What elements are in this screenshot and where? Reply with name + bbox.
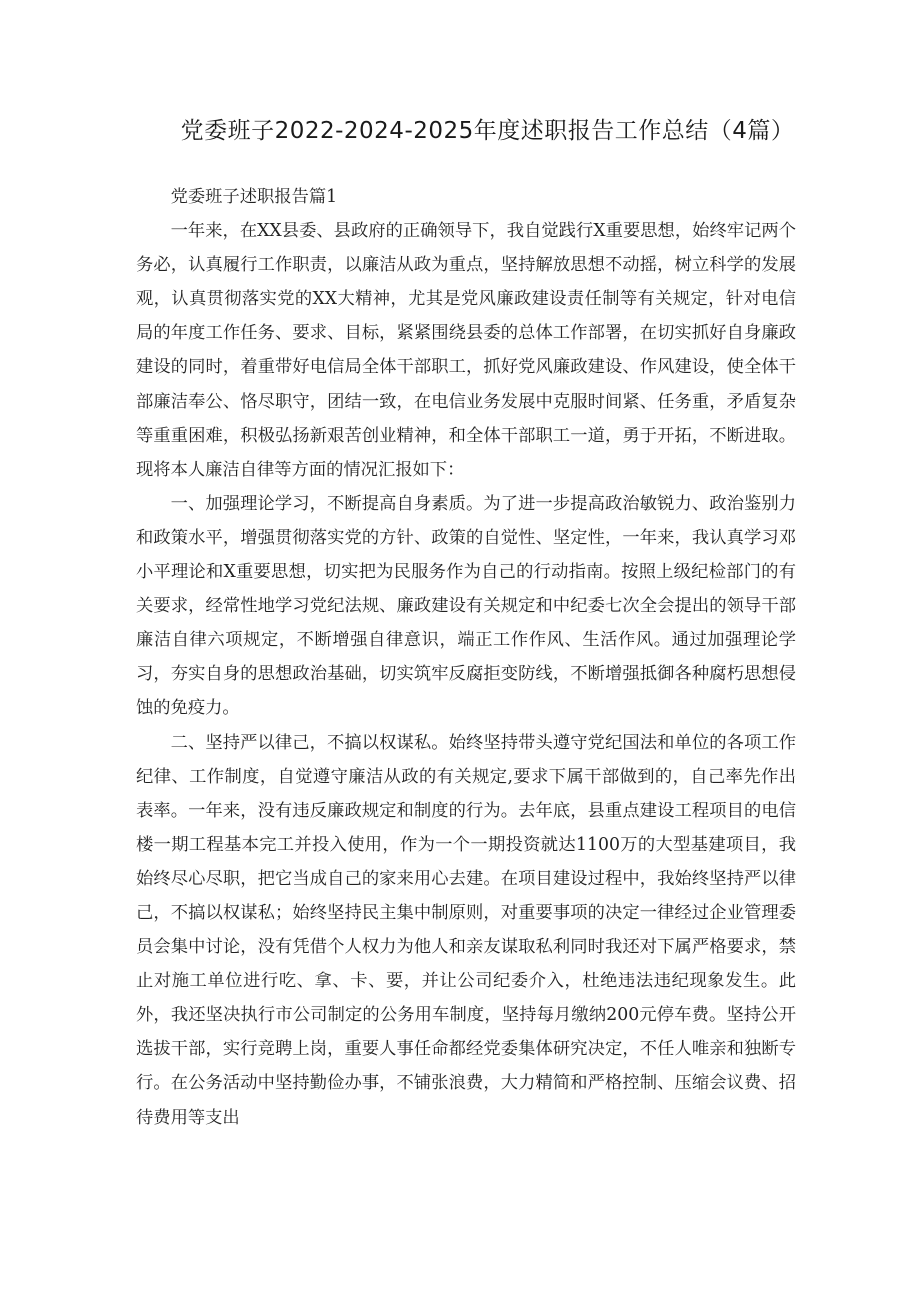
document-title: 党委班子2022-2024-2025年度述职报告工作总结（4篇） (180, 118, 795, 144)
section-heading: 党委班子述职报告篇1 (170, 187, 338, 207)
paragraph-intro: 一年来，在XX县委、县政府的正确领导下，我自觉践行X重要思想，始终牢记两个务必，认真履行工作职责，以廉洁从政为重点，坚持解放思想不动摇，树立科学的发展观，认真贯彻落实党的XX大精神，尤其是党风廉政建设责任制等有关规定，针对电信局的年度工作任务、要求、目标，紧紧围绕县委的总体工作部署，在切实抓好自身廉政建设的同时，着重带好电信局全体干部职工，抓好党风廉政建设、作风建设，使全体干部廉洁奉公、恪尽职守，团结一致，在电信业务发展中克服时间紧、任务重，矛盾复杂等重重困难，积极弘扬新艰苦创业精神，和全体干部职工一道，勇于开拓，不断进取。现将本人廉洁自律等方面的情况汇报如下： (136, 221, 796, 480)
document-body (136, 180, 796, 1135)
paragraph-theory-study: 一、加强理论学习，不断提高自身素质。为了进一步提高政治敏锐力、政治鉴别力和政策水平，增强贯彻落实党的方针、政策的自觉性、坚定性，一年来，我认真学习邓小平理论和X重要思想，切实把为民服务作为自己的行动指南。按照上级纪检部门的有关要求，经常性地学习党纪法规、廉政建设有关规定和中纪委七次全会提出的领导干部廉洁自律六项规定，不断增强自律意识，端正工作作风、生活作风。通过加强理论学习，夯实自身的思想政治基础，切实筑牢反腐拒变防线，不断增强抵御各种腐朽思想侵蚀的免疫力。 (136, 493, 796, 719)
paragraph-self-discipline: 二、坚持严以律己，不搞以权谋私。始终坚持带头遵守党纪国法和单位的各项工作纪律、工作制度，自觉遵守廉洁从政的有关规定,要求下属干部做到的，自己率先作出表率。一年来，没有违反廉政规定和制度的行为。去年底，县重点建设工程项目的电信楼一期工程基本完工并投入使用，作为一个一期投资就达1100万的大型基建项目，我始终尽心尽职，把它当成自己的家来用心去建。在项目建设过程中，我始终坚持严以律己，不搞以权谋私；始终坚持民主集中制原则，对重要事项的决定一律经过企业管理委员会集中讨论，没有凭借个人权力为他人和亲友谋取私利同时我还对下属严格要求，禁止对施工单位进行吃、拿、卡、要，并让公司纪委介入，杜绝违法违纪现象发生。此外，我还坚决执行市公司制定的公务用车制度，坚持每月缴纳200元停车费。坚持公开选拔干部，实行竞聘上岗，重要人事任命都经党委集体研究决定，不任人唯亲和独断专行。在公务活动中坚持勤俭办事，不铺张浪费，大力精简和严格控制、压缩会议费、招待费用等支出 (136, 732, 796, 1128)
